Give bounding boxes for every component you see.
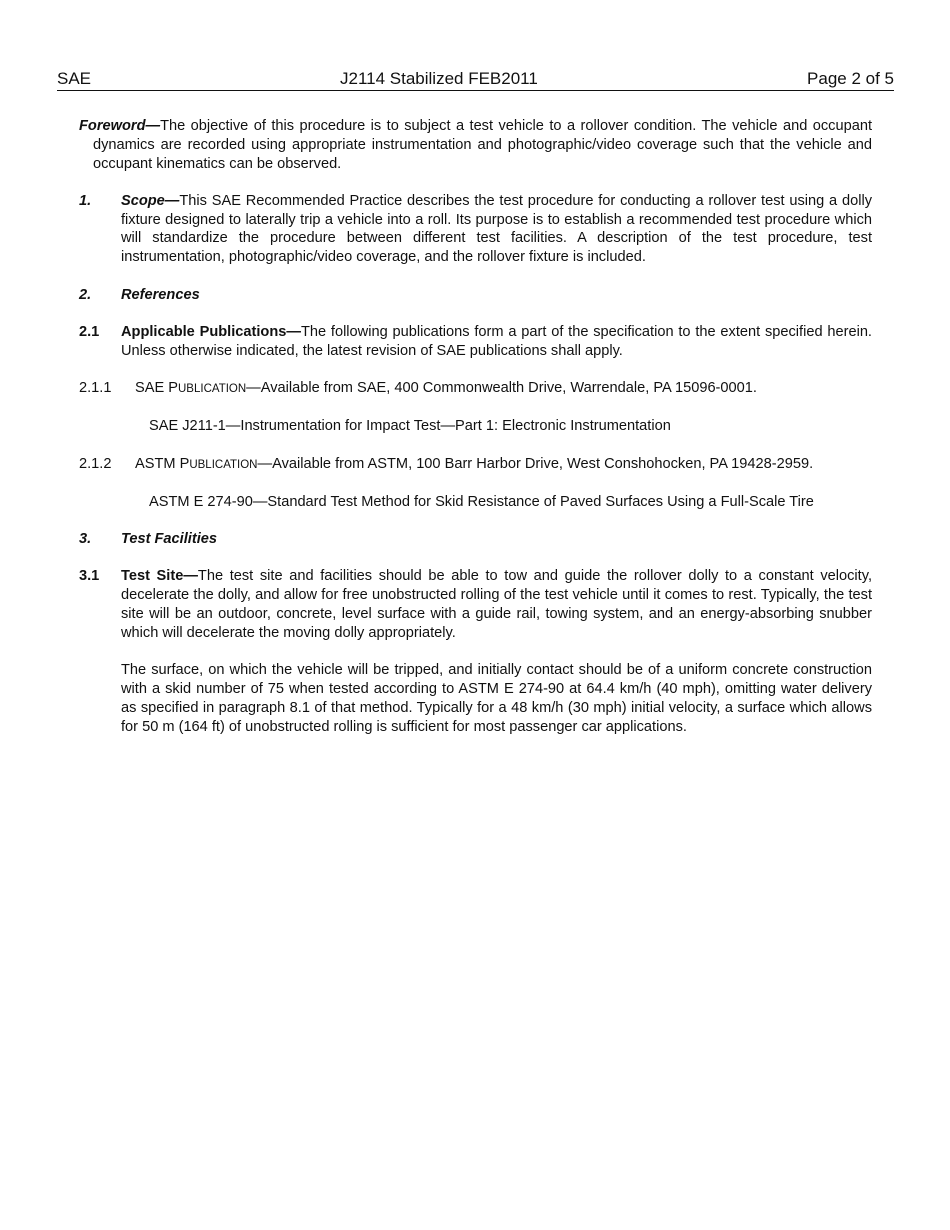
section-sae-publication [79,379,872,399]
astm-publication-org: ASTM P [135,455,190,472]
section-number: 2. [79,286,92,303]
section-applicable-publications [79,323,872,361]
page-header [57,68,894,91]
section-test-site [79,567,872,642]
sae-publication-item: SAE J211-1—Instrumentation for Impact Test—Part 1: Electronic Instrumentation [149,418,671,435]
test-site-paragraph-2: The surface, on which the vehicle will be tripped, and initially contact should be of a uniform concrete construction with a skid number of 75 when tested according to ASTM E 274-90 at 64.4 km/h (40 mph), omitting water delivery as specified in paragraph 8.1 of that method. Typically for a 48 km/h (30 mph) initial velocity, a surface which allows for 50 m (164 ft) of unobstructed rolling is sufficient for most passenger car applications. [121,662,872,735]
header-org: SAE [57,69,92,88]
section-number: 2.1.2 [79,455,112,472]
header-doc-id: J2114 Stabilized FEB2011 [340,69,538,88]
section-number: 2.1 [79,323,100,340]
astm-publication-org-small: UBLICATION [189,458,258,471]
sae-publication-org: SAE P [135,379,178,396]
foreword-paragraph [79,117,872,173]
scope-text: This SAE Recommended Practice describes the test procedure for conducting a rollover test using a dolly fixture designed to laterally trip a vehicle into a roll. Its purpose is to establish a recommended test procedure which will standardize the procedure between different test facilities. A description of the test procedure, test instrumentation, photographic/video coverage, and the rollover fixture is included. [121,192,872,266]
section-number: 2.1.1 [79,379,112,396]
section-number: 1. [79,192,92,209]
section-number: 3.1 [79,568,100,585]
section-test-facilities [79,530,872,549]
applicable-publications-label: Applicable Publications— [121,323,301,340]
sae-publication-text: —Available from SAE, 400 Commonwealth Drive, Warrendale, PA 15096-0001. [246,379,757,396]
test-site-label: Test Site— [121,568,198,585]
applicable-publications-text: The following publications form a part of the specification to the extent specified herein. Unless otherwise indicated, the latest revision of SAE publications shall apply. [121,323,872,359]
section-title: Test Facilities [121,531,217,548]
foreword-label: Foreword— [79,118,161,134]
section-references [79,286,872,305]
document-body [79,117,872,736]
scope-label: Scope— [121,192,180,209]
astm-publication-text: —Available from ASTM, 100 Barr Harbor Drive, West Conshohocken, PA 19428-2959. [257,455,814,472]
section-number: 3. [79,531,92,548]
foreword-text: The objective of this procedure is to subject a test vehicle to a rollover condition. The vehicle and occupant dynamics are recorded using appropriate instrumentation and photographic/video coverage such that the vehicle and occupant kinematics can be observed. [93,118,872,172]
section-astm-publication [79,455,872,475]
section-scope [79,192,872,267]
section-title: References [121,286,200,303]
test-site-text: The test site and facilities should be able to tow and guide the rollover dolly to a constant velocity, decelerate the dolly, and allow for free unobstructed rolling of the test vehicle until it comes to rest. Typically, the test site will be an outdoor, concrete, level surface with a guide rail, towing system, and an energy-absorbing snubber which will decelerate the moving dolly appropriately. [121,568,872,641]
sae-publication-org-small: UBLICATION [178,382,247,395]
astm-publication-item: ASTM E 274-90—Standard Test Method for Skid Resistance of Paved Surfaces Using a Full-Scale Tire [149,493,814,510]
header-page-number: Page 2 of 5 [807,69,894,88]
